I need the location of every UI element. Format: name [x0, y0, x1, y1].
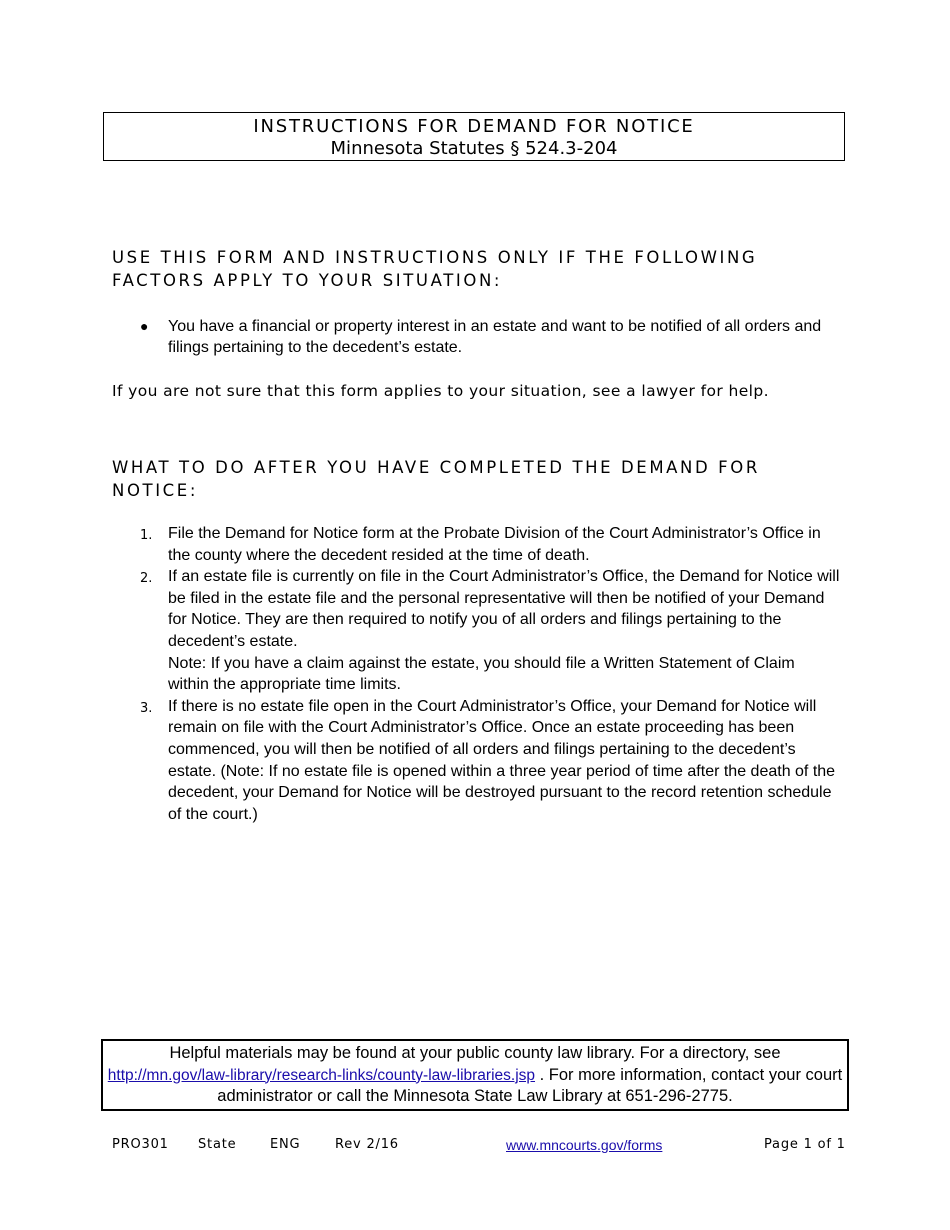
jurisdiction: State: [198, 1137, 237, 1152]
list-item: [140, 566, 840, 696]
page-title: INSTRUCTIONS FOR DEMAND FOR NOTICE: [253, 116, 695, 137]
step-text: File the Demand for Notice form at the Probate Division of the Court Administrator’s Office in the county where the decedent resided at the time of death.: [168, 525, 821, 564]
factors-list: [140, 316, 840, 358]
statute-subtitle: Minnesota Statutes § 524.3-204: [330, 138, 618, 159]
lawyer-note: If you are not sure that this form applies to your situation, see a lawyer for help.: [112, 382, 769, 400]
step-text: If there is no estate file open in the Court Administrator’s Office, your Demand for Notice will remain on file with the Court Administrator’s Office. Once an estate proceeding has been commenced, you will then be notified of all orders and filings pertaining to the decedent’s estate. (Note: If no estate file is opened within a three year period of time after the death of the decedent, your Demand for Notice will be destroyed pursuant to the record retention schedule of the court.): [168, 697, 836, 823]
title-box: [103, 112, 845, 161]
steps-list: [140, 523, 840, 825]
help-box: [101, 1039, 849, 1111]
step-number: 1.: [140, 528, 153, 543]
footer: [0, 1137, 950, 1157]
law-library-link[interactable]: http://mn.gov/law-library/research-links/county-law-libraries.jsp: [107, 1066, 536, 1084]
forms-link[interactable]: www.mncourts.gov/forms: [506, 1137, 663, 1153]
step-note: Note: If you have a claim against the estate, you should file a Written Statement of Claim within the appropriate time limits.: [168, 654, 795, 694]
step-number: 3.: [140, 700, 153, 716]
bullet-icon: ●: [140, 318, 149, 334]
page-number: Page 1 of 1: [764, 1137, 846, 1152]
step-text: If an estate file is currently on file in the Court Administrator’s Office, the Demand for Notice will be filed in the estate file and the personal representative will then be notified of your Demand for Notice. They are then required to notify you of all orders and filings pertaining to the decedent’s estate.: [168, 568, 840, 650]
help-text-after: . For more information, contact your court administrator or call the Minnesota State Law Library at 651-296-2775.: [217, 1065, 843, 1105]
section1-heading: [112, 246, 812, 292]
list-item: [140, 696, 840, 826]
language: ENG: [270, 1137, 301, 1152]
step-number: 2.: [140, 571, 153, 587]
section2-heading: [112, 456, 812, 502]
list-item: [140, 523, 840, 566]
section2-heading-line1: WHAT TO DO AFTER YOU HAVE COMPLETED THE DEMAND FOR: [112, 458, 760, 477]
section1-heading-line1: USE THIS FORM AND INSTRUCTIONS ONLY IF THE FOLLOWING: [112, 248, 758, 267]
form-code: PRO301: [112, 1137, 169, 1152]
help-text-before: Helpful materials may be found at your public county law library. For a directory, see: [169, 1044, 781, 1062]
section1-heading-line2: FACTORS APPLY TO YOUR SITUATION:: [112, 271, 503, 290]
section2-heading-line2: NOTICE:: [112, 481, 198, 500]
factor-text: You have a financial or property interest in an estate and want to be notified of all orders and filings pertaining to the decedent’s estate.: [168, 318, 822, 356]
revision: Rev 2/16: [335, 1137, 399, 1152]
list-item: [140, 316, 840, 358]
